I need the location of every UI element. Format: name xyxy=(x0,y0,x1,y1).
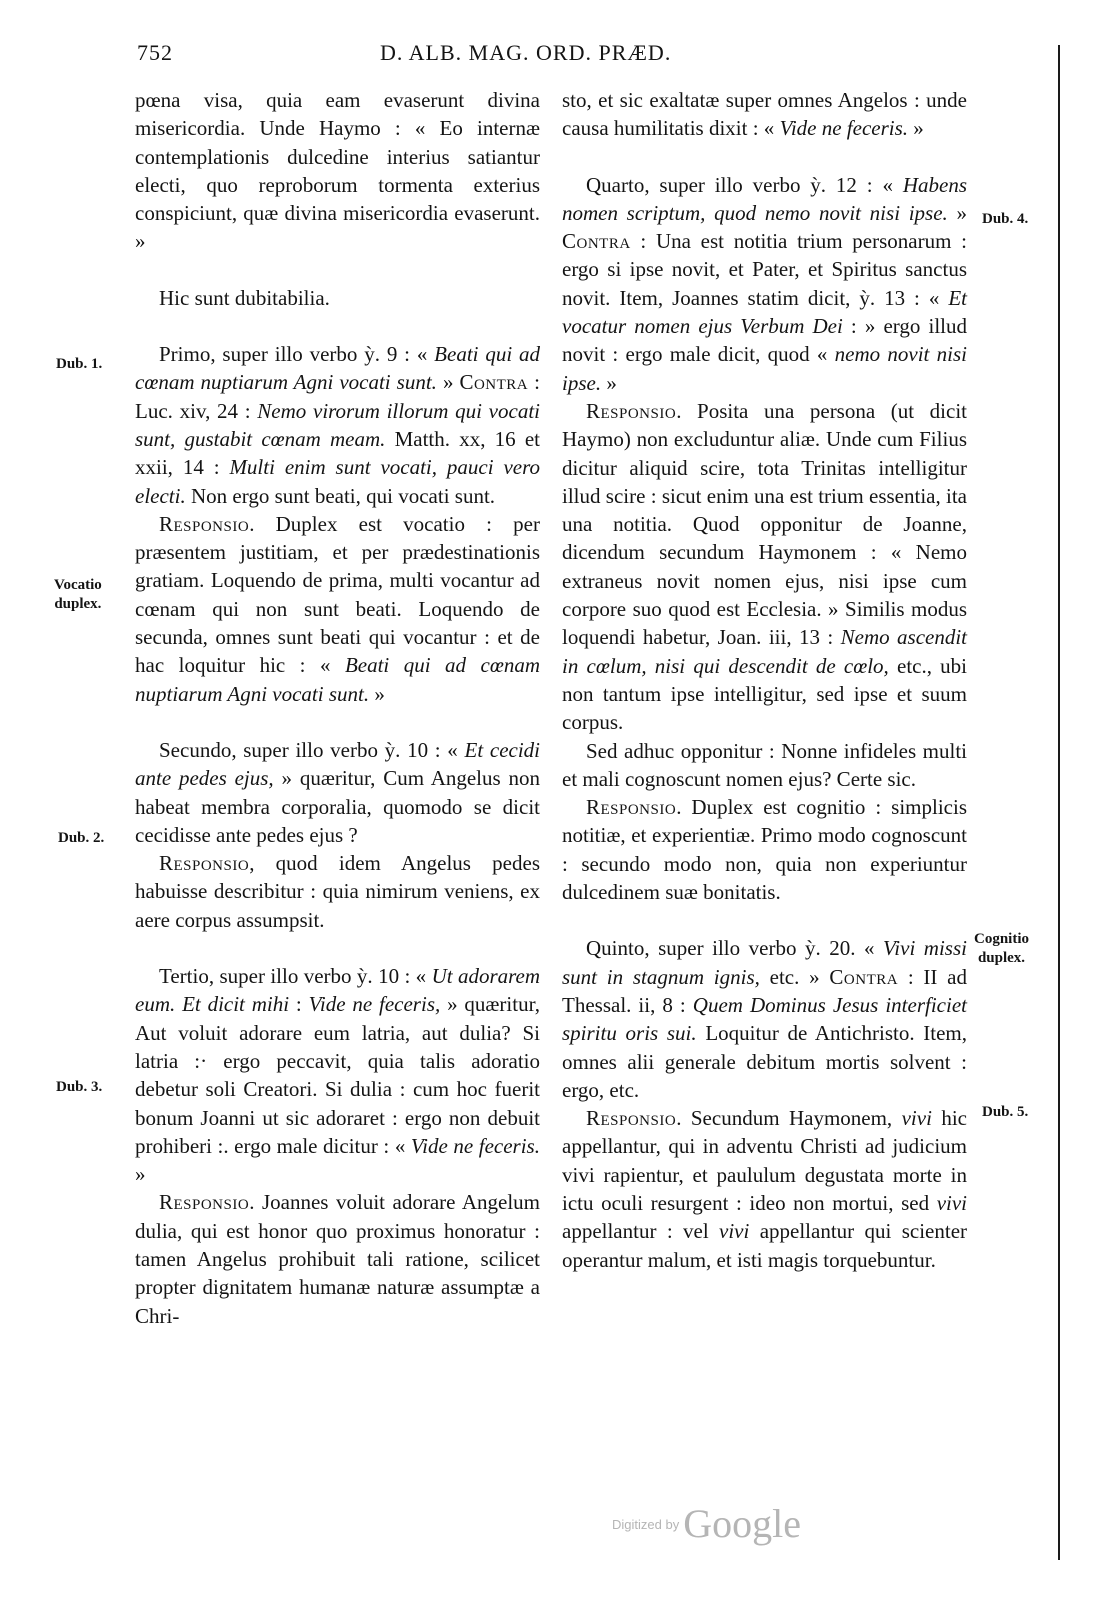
paragraph: Sed adhuc opponitur : Nonne infideles multi et mali cognoscunt nomen ejus? Certe sic. xyxy=(562,738,967,791)
left-column xyxy=(135,86,540,1330)
page-number: 752 xyxy=(137,40,173,65)
paragraph-responsio: Responsio. Joannes voluit adorare Angelum dulia, qui est honor quo proximus honoratur : tamen Angelus prohibuit tali ratione, scilicet propter dignitatem humanæ naturæ assumptæ a Chri- xyxy=(135,1190,540,1328)
margin-note-cognitio-line-1: Cognitio xyxy=(974,931,1030,947)
margin-note-dub-1: Dub. 1. xyxy=(56,356,103,372)
margin-note-dub-4: Dub. 4. xyxy=(982,211,1029,227)
paragraph-responsio: Responsio, quod idem Angelus pedes habuisse describitur : quia nimirum veniens, ex aere corpus assumpsit. xyxy=(135,851,540,932)
margin-note-vocatio-line-1: Vocatio xyxy=(54,577,102,593)
paragraph-responsio: Responsio. Secundum Haymonem, vivi hic appellantur, qui in adventu Christi ad judicium vivi rapientur, et paululum degustata morte in ictu oculi resurgent : ideo non mortui, sed vivi appellantur : vel vivi appellantur qui scienter operantur malum, et isti magis torquebuntur. xyxy=(562,1106,968,1272)
margin-note-cognitio-line-2: duplex. xyxy=(977,950,1026,966)
paragraph: pœna visa, quia eam evaserunt divina misericordia. Unde Haymo : « Eo internæ contemplationis dulcedine interius satiantur electi, quo reproborum tormenta exterius conspiciunt, quæ divina misericordia evaserunt. » xyxy=(135,88,540,254)
paragraph-dub-4: Quarto, super illo verbo ỳ. 12 : « Habens nomen scriptum, quod nemo novit nisi ipse. » Contra : Una est notitia trium personarum : ergo si ipse novit, et Pater, et Spiritus sanctus novit. Item, Joannes statim dicit, ỳ. 13 : « Et vocatur nomen ejus Verbum Dei : » ergo illud novit : ergo male dicit, quod « nemo novit nisi ipse. » xyxy=(562,172,967,395)
paragraph-responsio: Responsio. Duplex est cognitio : simplicis notitiæ, et experientiæ. Primo modo cognoscunt : secundo modo non, quia non experiuntur dulcedinem suæ bonitatis. xyxy=(562,795,967,905)
paragraph-responsio: Responsio. Posita una persona (ut dicit Haymo) non excluduntur aliæ. Unde cum Filius dicitur aliquid scire, tota Trinitas intelligitur illud scire : sicut enim una est trium essentia, ita una notitia. Quod opponitur de Joanne, dicendum secundum Haymonem : « Nemo extraneus novit nomen ejus, nisi ipse cum corpore suo quod est Ecclesia. » Similis modus loquendi habetur, Joan. iii, 13 : Nemo ascendit in cœlum, nisi qui descendit de cœlo, etc., ubi non tantum ipse intelligitur, sed ipse et suum corpus. xyxy=(562,398,968,735)
google-watermark xyxy=(612,1500,801,1547)
margin-note-dub-5: Dub. 5. xyxy=(982,1104,1029,1120)
running-title: D. ALB. MAG. ORD. PRÆD. xyxy=(380,40,672,65)
paragraph: sto, et sic exaltatæ super omnes Angelos : unde causa humilitatis dixit : « Vide ne feceris. » xyxy=(562,88,967,141)
paragraph-dub-3: Tertio, super illo verbo ỳ. 10 : « Ut adorarem eum. Et dicit mihi : Vide ne feceris, » quæritur, Aut voluit adorare eum latria, aut dulia? Si latria :· ergo peccavit, quia talis adoratio debetur soli Creatori. Si dulia : cum hoc fuerit bonum Joanni ut sic adoraret : ergo non debuit prohiberi :. ergo male dicitur : « Vide ne feceris. » xyxy=(135,964,540,1187)
paragraph-responsio: Responsio. Duplex est vocatio : per præsentem justitiam, et per prædestinationis gratiam. Loquendo de prima, multi vocantur ad cœnam qui non sunt beati. Loquendo de secunda, omnes sunt beati qui vocantur : et de hac loquitur hic : « Beati qui ad cœnam nuptiarum Agni vocati sunt. » xyxy=(135,511,540,706)
margin-note-vocatio xyxy=(54,576,102,614)
margin-note-cognitio xyxy=(974,930,1029,968)
google-logo: Google xyxy=(683,1501,801,1546)
margin-note-vocatio-line-2: duplex. xyxy=(54,596,102,612)
edge-rule xyxy=(1058,45,1060,1560)
watermark-prefix: Digitized by xyxy=(612,1517,680,1532)
paragraph-dub-1: Primo, super illo verbo ỳ. 9 : « Beati qui ad cœnam nuptiarum Agni vocati sunt. » Contra : Luc. xiv, 24 : Nemo virorum illorum qui vocati sunt, gustabit cœnam meam. Matth. xx, 16 et xxii, 14 : Multi enim sunt vocati, pauci vero electi. Non ergo sunt beati, qui vocati sunt. xyxy=(135,342,540,508)
paragraph-dub-5: Quinto, super illo verbo ỳ. 20. « Vivi missi sunt in stagnum ignis, etc. » Contra : II ad Thessal. ii, 8 : Quem Dominus Jesus interficiet spiritu oris sui. Loquitur de Antichristo. Item, omnes alii generale debitum mortis solvent : ergo, etc. xyxy=(562,936,967,1102)
margin-note-dub-2: Dub. 2. xyxy=(58,830,105,846)
paragraph: Hic sunt dubitabilia. xyxy=(159,285,330,310)
right-column xyxy=(562,86,967,1274)
paragraph-dub-2: Secundo, super illo verbo ỳ. 10 : « Et cecidi ante pedes ejus, » quæritur, Cum Angelus non habeat membra corporalia, quomodo se dicit cecidisse ante pedes ejus ? xyxy=(135,737,541,847)
margin-note-dub-3: Dub. 3. xyxy=(56,1079,103,1095)
